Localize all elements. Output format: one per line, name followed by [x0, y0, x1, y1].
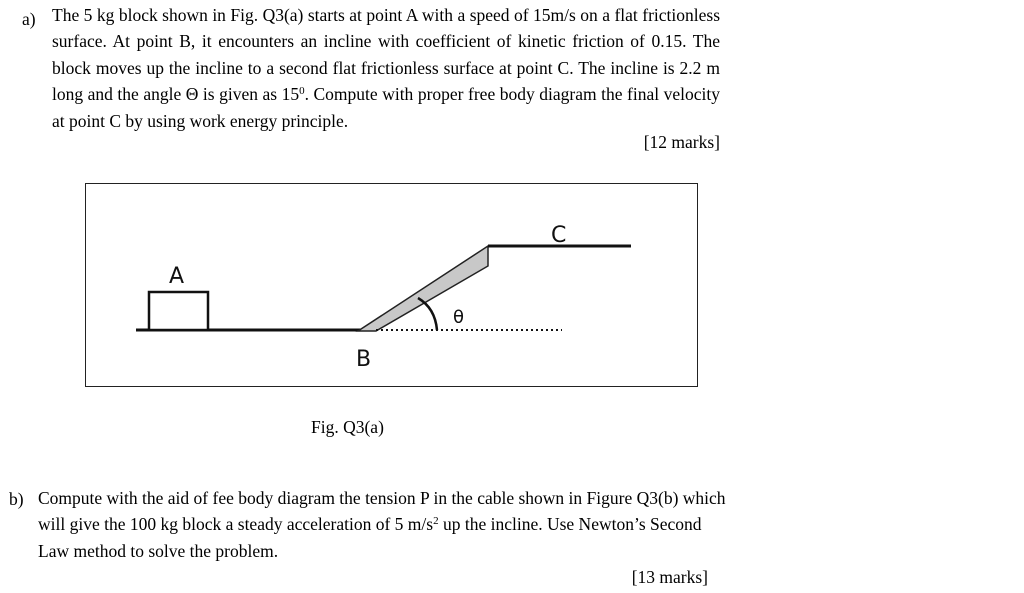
question-a-text: [52, 2, 720, 134]
figure-q3a: [85, 183, 698, 387]
question-b-marks: [13 marks]: [631, 567, 708, 587]
question-a-label: a): [22, 9, 36, 29]
angle-theta-label: θ: [453, 307, 465, 328]
question-b-text-part1: Compute with the aid of fee body diagram the tension P in the cable shown in Figure Q3(b) which will give the 100 kg block a steady acceleration of 5 m/s: [38, 488, 726, 535]
figure-caption: Fig. Q3(a): [311, 417, 384, 437]
block-a: [149, 292, 208, 330]
question-a-text-part2: . Compute with proper free body diagram the final velocity at point C by using work energy principle.: [52, 84, 720, 131]
incline-diagram: [86, 184, 697, 386]
question-b-label: b): [9, 489, 24, 509]
incline-ramp: [358, 246, 488, 331]
question-a-text-part1: The 5 kg block shown in Fig. Q3(a) starts at point A with a speed of 15m/s on a flat frictionless surface. At point B, it encounters an incline with coefficient of kinetic friction of 0.15. The block moves up the incline to a second flat frictionless surface at point C. The incline is 2.2 m long and the angle Θ is given as 15: [52, 5, 720, 105]
point-a-label: A: [169, 264, 185, 289]
question-a-marks: [12 marks]: [643, 132, 720, 152]
squared-superscript: 2: [433, 515, 439, 528]
question-b-text: [38, 485, 728, 564]
point-c-label: C: [551, 223, 567, 248]
point-b-label: B: [356, 347, 372, 372]
degree-superscript: 0: [299, 85, 305, 98]
question-b-text-part2: up the incline. Use Newton’s Second Law method to solve the problem.: [38, 514, 702, 561]
